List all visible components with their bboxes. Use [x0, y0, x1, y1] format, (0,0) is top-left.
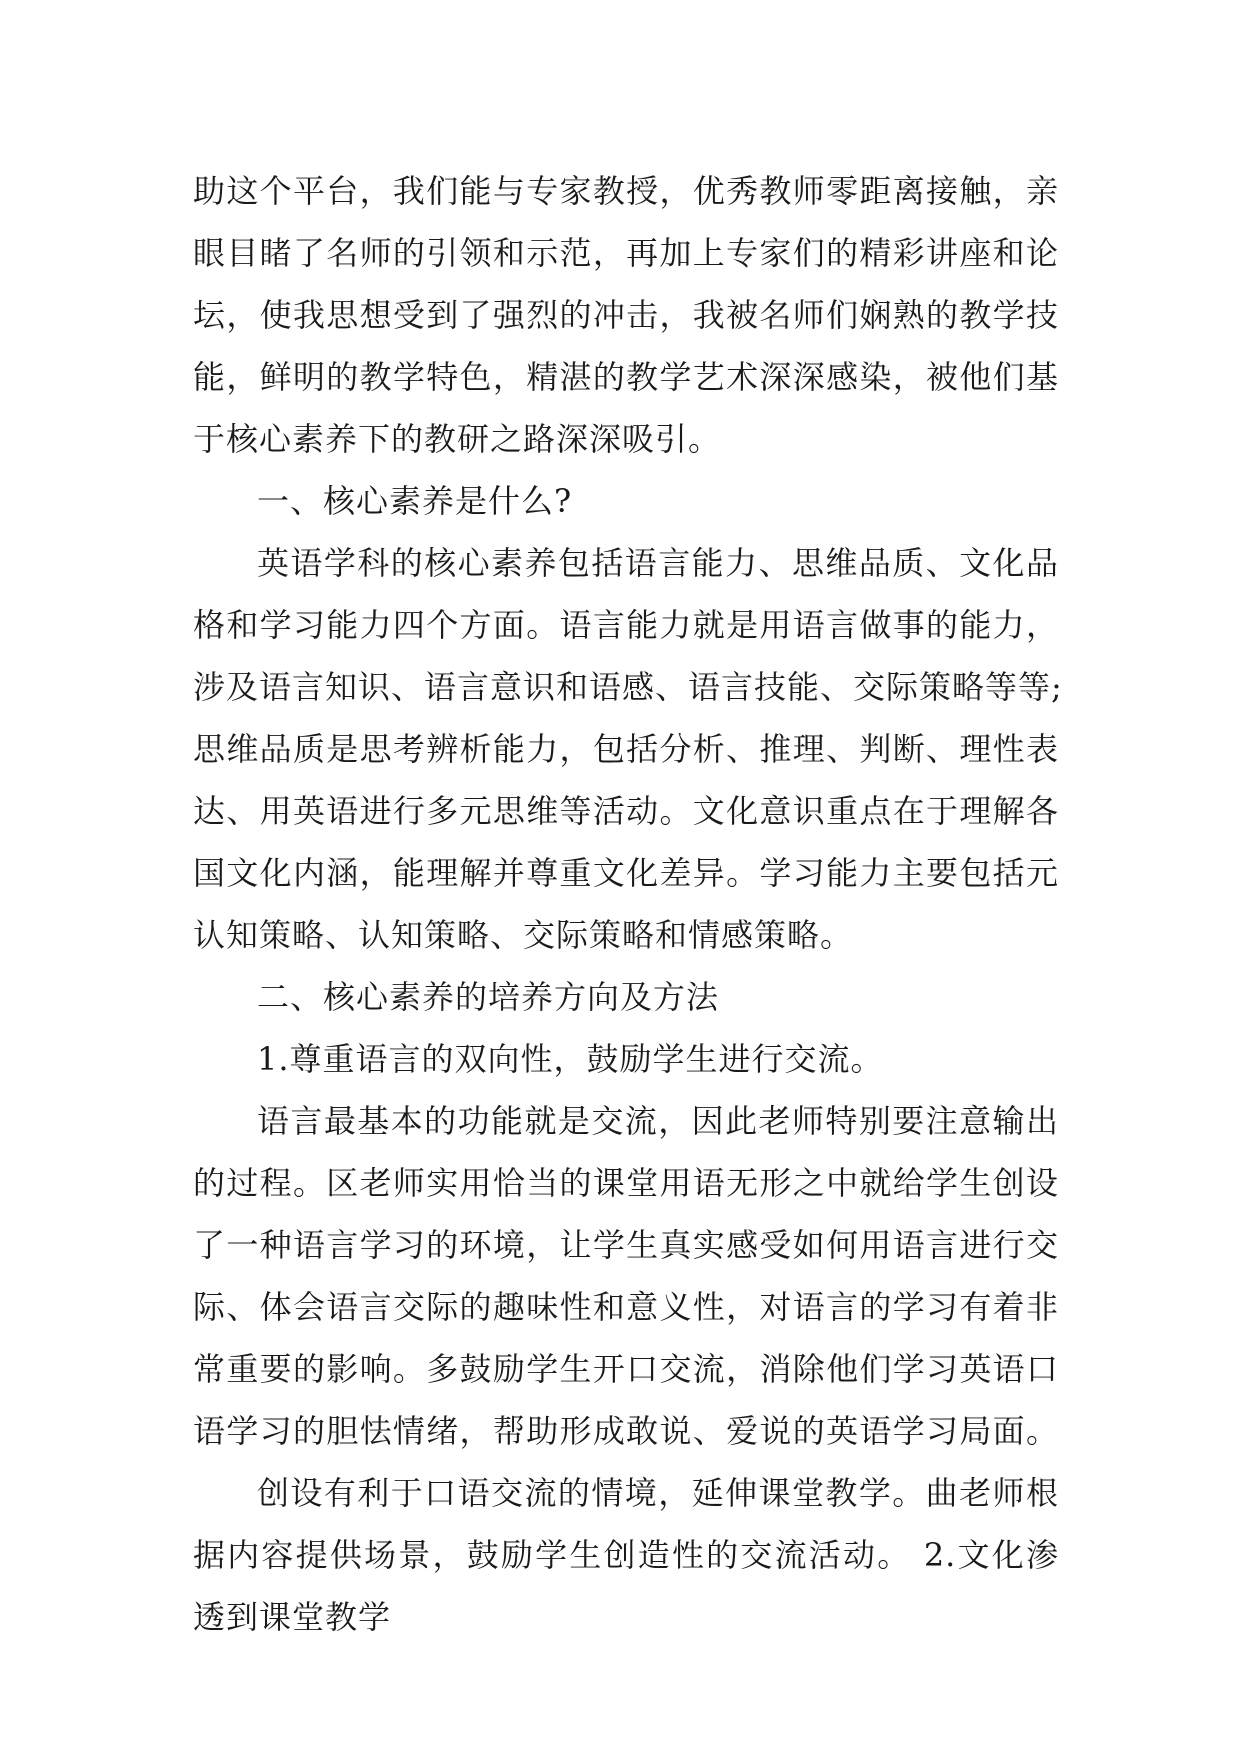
text-line: 眼目睹了名师的引领和示范，再加上专家们的精彩讲座和论: [193, 234, 1059, 272]
text-line: 格和学习能力四个方面。语言能力就是用语言做事的能力，: [193, 606, 1059, 644]
text-line: 涉及语言知识、语言意识和语感、语言技能、交际策略等等;: [193, 668, 1063, 706]
text-line: 语学习的胆怯情绪，帮助形成敢说、爱说的英语学习局面。: [193, 1412, 1059, 1450]
text-line: 的过程。区老师实用恰当的课堂用语无形之中就给学生创设: [193, 1164, 1059, 1202]
text-line: 二、核心素养的培养方向及方法: [257, 978, 720, 1016]
text-line: 创设有利于口语交流的情境，延伸课堂教学。曲老师根: [257, 1474, 1059, 1512]
text-line: 一、核心素养是什么?: [257, 482, 573, 520]
text-line: 达、用英语进行多元思维等活动。文化意识重点在于理解各: [193, 792, 1059, 830]
text-line: 1.尊重语言的双向性，鼓励学生进行交流。: [257, 1040, 884, 1078]
text-line: 语言最基本的功能就是交流，因此老师特别要注意输出: [257, 1102, 1059, 1140]
text-line: 认知策略、认知策略、交际策略和情感策略。: [193, 916, 854, 954]
text-line: 坛，使我思想受到了强烈的冲击，我被名师们娴熟的教学技: [193, 296, 1059, 334]
document-body-text: [193, 160, 1063, 1648]
text-line: 助这个平台，我们能与专家教授，优秀教师零距离接触，亲: [193, 172, 1059, 210]
text-line: 常重要的影响。多鼓励学生开口交流，消除他们学习英语口: [193, 1350, 1059, 1388]
text-line: 际、体会语言交际的趣味性和意义性，对语言的学习有着非: [193, 1288, 1059, 1326]
text-line: 英语学科的核心素养包括语言能力、思维品质、文化品: [257, 544, 1059, 582]
text-line: 能，鲜明的教学特色，精湛的教学艺术深深感染，被他们基: [193, 358, 1059, 396]
text-line: 于核心素养下的教研之路深深吸引。: [193, 420, 722, 458]
text-line: 了一种语言学习的环境，让学生真实感受如何用语言进行交: [193, 1226, 1059, 1264]
text-line: 国文化内涵，能理解并尊重文化差异。学习能力主要包括元: [193, 854, 1059, 892]
text-line: 据内容提供场景，鼓励学生创造性的交流活动。 2.文化渗: [193, 1536, 1059, 1574]
text-line: 透到课堂教学: [193, 1598, 392, 1636]
text-line: 思维品质是思考辨析能力，包括分析、推理、判断、理性表: [193, 730, 1059, 768]
